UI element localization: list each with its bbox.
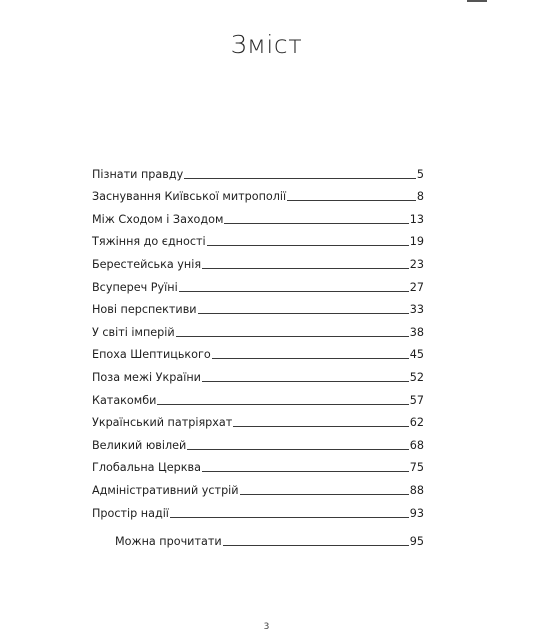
toc-entry bbox=[92, 316, 424, 339]
toc-entry-page: 68 bbox=[409, 438, 424, 452]
toc-entry-page: 88 bbox=[409, 483, 424, 497]
toc-entry bbox=[92, 384, 424, 407]
toc-entry-title: Всупереч Руїні bbox=[92, 280, 178, 294]
toc-leader-line bbox=[212, 358, 409, 359]
toc-entry-page: 33 bbox=[409, 303, 424, 317]
toc-entry-page: 23 bbox=[409, 257, 424, 271]
toc-leader-line bbox=[207, 245, 409, 246]
toc-entry-title: Великий ювілей bbox=[92, 438, 187, 452]
toc-entry-title: Катакомби bbox=[92, 393, 157, 407]
toc-entry bbox=[92, 429, 424, 452]
toc-entry bbox=[92, 158, 424, 181]
toc-leader-line bbox=[233, 426, 408, 427]
page-title: Зміст bbox=[230, 30, 303, 59]
toc-entry-page: 8 bbox=[416, 190, 424, 204]
toc-leader-line bbox=[170, 517, 409, 518]
toc-entry-page: 95 bbox=[409, 535, 424, 549]
toc-entry-extra bbox=[92, 526, 424, 549]
page-number: 3 bbox=[263, 622, 270, 632]
toc-entry-page: 13 bbox=[409, 212, 424, 226]
toc-entry bbox=[92, 497, 424, 520]
toc-entry-page: 75 bbox=[409, 461, 424, 475]
toc-entry-title: Пізнати правду bbox=[92, 167, 184, 181]
toc-entry-page: 38 bbox=[409, 325, 424, 339]
toc-entry-title: Можна прочитати bbox=[115, 535, 222, 549]
toc-entry bbox=[92, 361, 424, 384]
toc-leader-line bbox=[184, 178, 416, 179]
toc-leader-line bbox=[223, 545, 409, 546]
toc-leader-line bbox=[202, 268, 409, 269]
toc-entry-page: 62 bbox=[409, 416, 424, 430]
toc-entry bbox=[92, 294, 424, 317]
toc-entry-title: Заснування Київської митрополії bbox=[92, 190, 287, 204]
toc-leader-line bbox=[224, 223, 408, 224]
toc-leader-line bbox=[202, 381, 409, 382]
toc-entry-title: Тяжіння до єдності bbox=[92, 235, 206, 249]
toc-entry-title: Нові перспективи bbox=[92, 303, 197, 317]
toc-entry bbox=[92, 203, 424, 226]
toc-entry-page: 5 bbox=[416, 167, 424, 181]
toc-entry-title: Епоха Шептицького bbox=[92, 348, 211, 362]
toc-entry bbox=[92, 407, 424, 430]
toc-entry-page: 93 bbox=[409, 506, 424, 520]
toc-leader-line bbox=[176, 336, 409, 337]
toc-entry bbox=[92, 339, 424, 362]
toc-entry-title: Простір надії bbox=[92, 506, 169, 520]
toc-leader-line bbox=[198, 313, 409, 314]
toc-entry bbox=[92, 248, 424, 271]
toc-entry-title: Між Сходом і Заходом bbox=[92, 212, 224, 226]
toc-leader-line bbox=[179, 291, 409, 292]
toc-entry bbox=[92, 181, 424, 204]
toc-entry bbox=[92, 271, 424, 294]
toc-entry-page: 19 bbox=[409, 235, 424, 249]
toc-entry bbox=[92, 452, 424, 475]
toc-leader-line bbox=[157, 404, 408, 405]
top-edge-mark bbox=[467, 0, 487, 2]
toc-entry-title: Адміністративний устрій bbox=[92, 483, 239, 497]
toc-entry-title: Берестейська унія bbox=[92, 257, 202, 271]
toc-entry-page: 45 bbox=[409, 348, 424, 362]
toc-entry bbox=[92, 226, 424, 249]
toc-leader-line bbox=[202, 471, 409, 472]
toc-entry-page: 52 bbox=[409, 370, 424, 384]
toc-leader-line bbox=[187, 449, 408, 450]
table-of-contents bbox=[92, 158, 424, 548]
toc-entry-title: У світі імперій bbox=[92, 325, 175, 339]
toc-entry-title: Український патріярхат bbox=[92, 416, 233, 430]
toc-entry-page: 27 bbox=[409, 280, 424, 294]
toc-leader-line bbox=[287, 200, 416, 201]
toc-entry bbox=[92, 474, 424, 497]
toc-entry-page: 57 bbox=[409, 393, 424, 407]
toc-leader-line bbox=[240, 494, 409, 495]
toc-entry-title: Глобальна Церква bbox=[92, 461, 201, 475]
toc-entry-title: Поза межі України bbox=[92, 370, 201, 384]
